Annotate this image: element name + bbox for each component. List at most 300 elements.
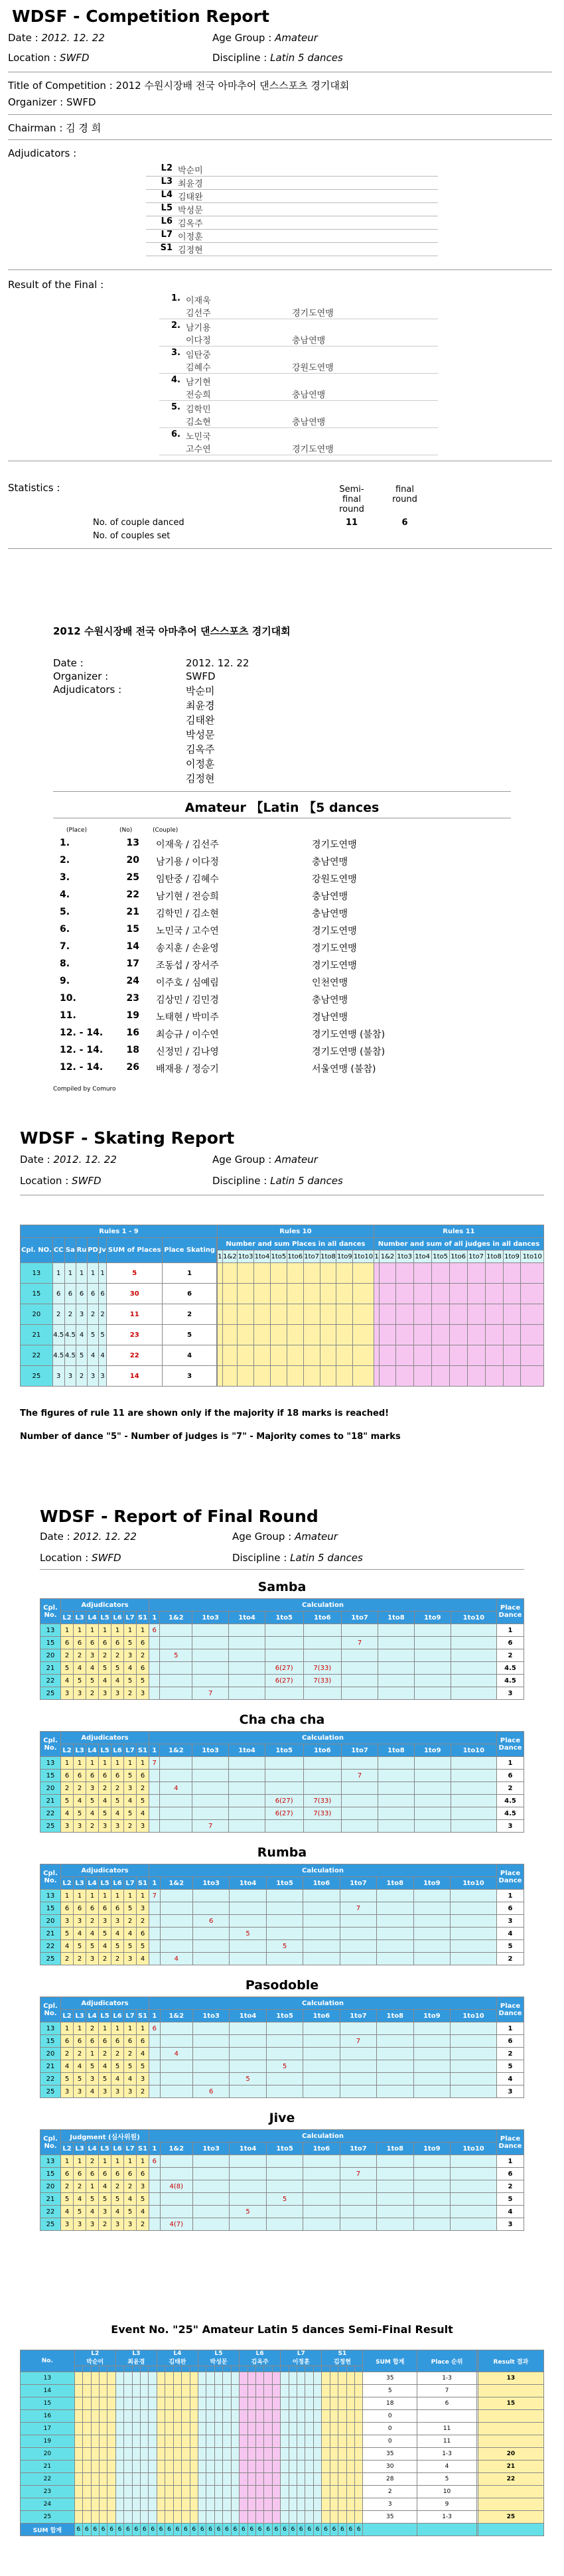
calc-cell xyxy=(378,1795,414,1807)
summary-row xyxy=(0,838,564,855)
adj-mark: 3 xyxy=(137,1687,149,1700)
summary-club: 강원도연맹 xyxy=(312,874,357,885)
adj-mark: 2 xyxy=(137,2085,149,2098)
dance-title: Jive xyxy=(269,2111,295,2125)
mark-cell xyxy=(338,2423,346,2435)
adj-code-header: S1 xyxy=(137,2143,149,2155)
dance-title: Pasodoble xyxy=(245,1978,319,1993)
mark-cell xyxy=(99,2435,107,2448)
judge-header xyxy=(322,2350,363,2366)
judge-code: L5 xyxy=(214,2350,223,2357)
mark-cell xyxy=(99,2385,107,2397)
mark-cell xyxy=(231,2473,239,2486)
adj-code-header: L4 xyxy=(86,1877,99,1890)
calc-cell xyxy=(149,1770,160,1782)
sum-cell: 6 xyxy=(124,2524,132,2536)
calc-cell xyxy=(413,2218,450,2231)
cpl-no: 21 xyxy=(40,1662,61,1675)
competition-title-field xyxy=(8,78,349,92)
rule10-cell xyxy=(222,1325,238,1345)
rule10-cell xyxy=(270,1325,287,1345)
semi-no: 15 xyxy=(21,2397,75,2410)
summary-place: 3. xyxy=(60,872,70,883)
skating-report xyxy=(0,1122,564,1467)
mark-cell xyxy=(338,2498,346,2511)
rule11-cell xyxy=(395,1325,413,1345)
calc-cell xyxy=(451,1662,496,1675)
calc-cell xyxy=(413,1890,450,1902)
calc-cell xyxy=(303,2155,340,2168)
organizer-label: Organizer : xyxy=(8,96,64,108)
calc-cell xyxy=(230,2193,266,2206)
sum-places: 11 xyxy=(107,1304,163,1325)
summary-couple: 김상민 / 김민경 xyxy=(156,995,219,1006)
mark-cell xyxy=(330,2511,338,2524)
summary-adjudicator-name: 김옥주 xyxy=(186,743,215,755)
calc-cell: 5 xyxy=(266,2060,303,2073)
semi-row xyxy=(21,2423,544,2435)
mark-cell xyxy=(157,2410,165,2423)
mark-cell xyxy=(240,2397,247,2410)
mark-cell xyxy=(330,2473,338,2486)
cpl-no: 20 xyxy=(21,1304,53,1325)
mark-cell xyxy=(355,2461,363,2473)
calc-cell xyxy=(160,2193,192,2206)
calc-cell xyxy=(192,1890,229,1902)
calc-cell xyxy=(451,1649,496,1662)
rule10-cell xyxy=(303,1366,320,1387)
calc-col-header: 1to9 xyxy=(413,2143,450,2155)
cpl-no: 20 xyxy=(40,1915,61,1928)
mark-cell xyxy=(149,2372,157,2385)
calc-cell xyxy=(192,1807,229,1820)
summary-row xyxy=(0,1045,564,1062)
calc-cell xyxy=(192,2168,229,2180)
cpl-header: Cpl. No. xyxy=(40,1864,61,1890)
calc-cell xyxy=(377,1902,413,1915)
mark-cell xyxy=(91,2372,99,2385)
sum-tail xyxy=(417,2524,477,2536)
calc-header: Calculation xyxy=(149,1997,497,2010)
mark-cell xyxy=(322,2461,330,2473)
mark-cell xyxy=(305,2372,313,2385)
semi-no: 16 xyxy=(21,2410,75,2423)
cpl-no: 13 xyxy=(40,2022,61,2035)
cpl-header: Cpl. No. xyxy=(40,1599,61,1624)
mark-cell xyxy=(231,2486,239,2498)
rule10-cell xyxy=(270,1345,287,1366)
adj-mark: 1 xyxy=(137,1624,149,1637)
sum-cell: 6 xyxy=(107,2524,115,2536)
calc-cell xyxy=(229,1649,265,1662)
result-place: 5. xyxy=(171,402,180,412)
calc-cell xyxy=(340,1940,376,1953)
adj-mark: 5 xyxy=(124,1902,137,1915)
stats-head-final: final round xyxy=(392,485,417,504)
calc-cell xyxy=(230,2168,266,2180)
calc-cell xyxy=(413,2048,450,2060)
semi-place: 1-3 xyxy=(417,2372,477,2385)
sum-cell: 6 xyxy=(240,2524,247,2536)
dance-table xyxy=(40,2129,524,2231)
summary-no: 23 xyxy=(126,993,139,1004)
rule10-cell xyxy=(336,1304,353,1325)
summary-place: 9. xyxy=(60,976,70,986)
result-man: 김학민 xyxy=(186,405,211,415)
divider xyxy=(53,791,511,792)
mark-cell xyxy=(99,2473,107,2486)
calc-cell xyxy=(265,1782,303,1795)
calc-cell xyxy=(414,1807,451,1820)
mark-cell xyxy=(223,2385,231,2397)
adj-mark: 5 xyxy=(124,1940,137,1953)
adj-mark: 4 xyxy=(61,1675,74,1687)
calc-cell xyxy=(377,1953,413,1965)
final-result-row xyxy=(159,401,438,428)
dance-place: 2 xyxy=(52,1304,64,1325)
mark-cell xyxy=(182,2397,190,2410)
fr-date-value: 2012. 12. 22 xyxy=(73,1531,137,1543)
calc-cell xyxy=(413,2060,450,2073)
calc-cell xyxy=(451,1807,496,1820)
mark-cell xyxy=(214,2486,222,2498)
calc-cell xyxy=(450,2180,496,2193)
mark-cell xyxy=(255,2511,263,2524)
mark-cell xyxy=(115,2486,123,2498)
summary-place: 6. xyxy=(60,924,70,935)
mark-cell xyxy=(132,2372,140,2385)
rule11-cell xyxy=(413,1284,431,1304)
adj-mark: 4 xyxy=(99,1940,111,1953)
semi-sum: 0 xyxy=(363,2410,417,2423)
adj-mark: 4 xyxy=(61,2206,74,2218)
calc-cell xyxy=(265,1687,303,1700)
mark-cell xyxy=(107,2435,115,2448)
result-man: 남기용 xyxy=(186,323,211,333)
dance-row xyxy=(40,2218,524,2231)
mark-cell xyxy=(74,2397,82,2410)
calc-col-header: 1to8 xyxy=(377,1877,413,1890)
mark-cell xyxy=(255,2410,263,2423)
calc-cell xyxy=(266,1953,303,1965)
judge-name: 김태완 xyxy=(169,2359,186,2366)
semi-place: 5 xyxy=(417,2473,477,2486)
adj-mark: 1 xyxy=(61,1624,74,1637)
calc-cell xyxy=(265,1770,303,1782)
adjudicator-row xyxy=(146,243,438,256)
dance-place: 4.5 xyxy=(52,1325,64,1345)
adj-mark: 3 xyxy=(61,1915,74,1928)
calc-cell xyxy=(149,2193,161,2206)
calc-col-header: 1&2 xyxy=(160,1877,192,1890)
dance-subcol xyxy=(281,2366,289,2372)
adj-mark: 4 xyxy=(124,2073,137,2085)
calc-cell xyxy=(377,2180,413,2193)
cpl-no: 25 xyxy=(21,1366,53,1387)
adjudicator-code: L7 xyxy=(161,230,173,240)
mark-cell xyxy=(91,2473,99,2486)
cpl-no: 22 xyxy=(40,2073,61,2085)
rule10-cell xyxy=(287,1366,303,1387)
adj-mark: 6 xyxy=(124,2168,137,2180)
calc-cell xyxy=(451,1782,496,1795)
dance-row xyxy=(40,1807,524,1820)
mark-cell xyxy=(240,2498,247,2511)
adjudicator-row xyxy=(146,216,438,230)
mark-cell xyxy=(338,2372,346,2385)
judge-header xyxy=(74,2350,115,2366)
dance-place: 2 xyxy=(64,1304,76,1325)
rule11-cell xyxy=(380,1325,395,1345)
sum-cell: 6 xyxy=(99,2524,107,2536)
divider xyxy=(8,269,552,270)
place-dance: 1 xyxy=(497,2022,524,2035)
calc-cell xyxy=(378,1637,414,1649)
cpl-no: 22 xyxy=(40,1807,61,1820)
calc-cell xyxy=(160,1902,192,1915)
sum-tail xyxy=(363,2524,417,2536)
mark-cell xyxy=(182,2410,190,2423)
discipline-value: Latin 5 dances xyxy=(270,52,343,64)
dance-place: 5 xyxy=(87,1325,98,1345)
calc-cell xyxy=(414,1662,451,1675)
calc-cell xyxy=(160,1662,192,1675)
adj-mark: 6 xyxy=(137,1637,149,1649)
mark-cell xyxy=(99,2410,107,2423)
adj-code-header: L3 xyxy=(74,1612,86,1624)
mark-cell xyxy=(289,2473,297,2486)
dance-place: 4 xyxy=(76,1325,88,1345)
rule11-cell xyxy=(503,1345,521,1366)
dance-row xyxy=(40,2085,524,2098)
mark-cell xyxy=(83,2498,91,2511)
rule11-cell xyxy=(485,1304,503,1325)
calc-cell xyxy=(265,1624,303,1637)
calc-cell xyxy=(377,2155,413,2168)
mark-cell xyxy=(346,2397,354,2410)
mark-cell xyxy=(141,2448,149,2461)
mark-cell xyxy=(83,2372,91,2385)
dance-row xyxy=(40,2060,524,2073)
adj-mark: 1 xyxy=(74,1757,86,1770)
sum-cell: 6 xyxy=(255,2524,263,2536)
rule11-cell xyxy=(431,1263,449,1284)
adj-mark: 3 xyxy=(74,1915,86,1928)
mark-cell xyxy=(338,2397,346,2410)
date-field xyxy=(8,32,105,44)
location-field xyxy=(8,52,90,64)
calc-cell xyxy=(160,2060,192,2073)
adj-mark: 2 xyxy=(137,2218,149,2231)
rule10-cell xyxy=(222,1345,238,1366)
calc-cell xyxy=(414,1820,451,1833)
adj-mark: 6 xyxy=(86,1637,99,1649)
dance-header-row xyxy=(40,2010,524,2022)
calc-cell xyxy=(378,1820,414,1833)
calc-cell xyxy=(266,2035,303,2048)
mark-cell xyxy=(132,2511,140,2524)
adj-mark: 4 xyxy=(74,1662,86,1675)
calc-cell xyxy=(303,2218,340,2231)
rule10-cell xyxy=(336,1345,353,1366)
adj-mark: 2 xyxy=(86,1820,99,1833)
adj-mark: 2 xyxy=(111,2180,124,2193)
mark-cell xyxy=(198,2423,206,2435)
semi-title: Event No. "25" Amateur Latin 5 dances Semi-Final Result xyxy=(111,2323,453,2336)
adj-mark: 6 xyxy=(99,2168,111,2180)
semi-no: 19 xyxy=(21,2435,75,2448)
divider xyxy=(8,139,552,140)
mark-cell xyxy=(83,2461,91,2473)
calc-cell: 7(33) xyxy=(303,1807,342,1820)
rule10-cell xyxy=(254,1345,271,1366)
summary-couple: 남기현 / 전승희 xyxy=(156,891,219,902)
calc-col-header: 1 xyxy=(149,1612,160,1624)
rule11-cell xyxy=(521,1263,544,1284)
calc-cell xyxy=(229,1624,265,1637)
skating-note-2: Number of dance "5" - Number of judges is "7" - Majority comes to "18" marks xyxy=(20,1432,401,1442)
adj-mark: 4 xyxy=(99,2060,111,2073)
sum-cell: 6 xyxy=(305,2524,313,2536)
semi-row xyxy=(21,2435,544,2448)
rule10-cell xyxy=(222,1263,238,1284)
mark-cell xyxy=(289,2486,297,2498)
mark-cell xyxy=(322,2423,330,2435)
calc-cell xyxy=(266,1890,303,1902)
rule10-cell xyxy=(254,1284,271,1304)
calc-cell: 7(33) xyxy=(303,1662,342,1675)
adjudicator-row xyxy=(146,177,438,190)
calc-cell xyxy=(303,1757,342,1770)
adj-mark: 3 xyxy=(61,1820,74,1833)
semi-place: 10 xyxy=(417,2486,477,2498)
adj-code-header: L4 xyxy=(86,1612,99,1624)
calc-col-header: 1to5 xyxy=(266,2010,303,2022)
mark-cell xyxy=(297,2498,305,2511)
place-header: Place Dance xyxy=(497,1599,524,1624)
adj-code-header: L5 xyxy=(99,1744,111,1757)
mark-cell xyxy=(338,2410,346,2423)
calc-cell xyxy=(192,2073,229,2085)
dance-title: Samba xyxy=(257,1580,307,1594)
adj-mark: 3 xyxy=(99,1687,111,1700)
rule10-cell xyxy=(270,1263,287,1284)
mark-cell xyxy=(264,2410,272,2423)
mark-cell xyxy=(99,2511,107,2524)
adjudicator-list xyxy=(146,163,438,256)
mark-cell xyxy=(338,2461,346,2473)
semi-row xyxy=(21,2461,544,2473)
mark-cell xyxy=(338,2511,346,2524)
mark-cell xyxy=(355,2498,363,2511)
semi-place: 6 xyxy=(417,2397,477,2410)
calc-col-header: 1&2 xyxy=(160,2143,192,2155)
mark-cell xyxy=(214,2385,222,2397)
adj-mark: 1 xyxy=(124,1624,137,1637)
divider xyxy=(8,548,552,549)
adj-code-header: L2 xyxy=(61,1612,74,1624)
dance-row xyxy=(40,2022,524,2035)
calc-cell xyxy=(451,1687,496,1700)
calc-cell: 7 xyxy=(149,1890,161,1902)
cpl-no: 25 xyxy=(40,1687,61,1700)
adj-mark: 5 xyxy=(137,2060,149,2073)
mark-cell xyxy=(107,2397,115,2410)
summary-place: 12. - 14. xyxy=(60,1045,104,1055)
rule10-cell xyxy=(336,1263,353,1284)
calc-cell xyxy=(303,1940,340,1953)
calc-cell xyxy=(413,1940,450,1953)
calc-cell xyxy=(192,1662,229,1675)
calc-col-header: 1 xyxy=(149,2143,161,2155)
mark-cell xyxy=(305,2473,313,2486)
mark-cell xyxy=(99,2486,107,2498)
mark-cell xyxy=(247,2372,255,2385)
result-place: 1. xyxy=(171,293,180,303)
mark-cell xyxy=(74,2486,82,2498)
adj-mark: 5 xyxy=(124,1675,137,1687)
chairman-field xyxy=(8,121,101,135)
adj-mark: 5 xyxy=(74,1675,86,1687)
mark-cell xyxy=(264,2423,272,2435)
rule10-cell xyxy=(320,1325,336,1345)
place-dance: 5 xyxy=(497,2193,524,2206)
dance-row xyxy=(40,1940,524,1953)
mark-cell xyxy=(198,2372,206,2385)
cpl-header: Cpl. NO. xyxy=(21,1238,53,1263)
mark-cell xyxy=(198,2473,206,2486)
sk-loc-value: SWFD xyxy=(72,1175,102,1187)
mark-cell xyxy=(313,2473,321,2486)
calc-cell xyxy=(149,1820,160,1833)
mark-cell xyxy=(255,2498,263,2511)
adj-mark: 5 xyxy=(74,1807,86,1820)
calc-cell xyxy=(160,2168,192,2180)
rule11-cell xyxy=(467,1284,485,1304)
adj-mark: 1 xyxy=(74,1890,86,1902)
rule11-cell xyxy=(521,1325,544,1345)
place-dance: 4 xyxy=(497,2206,524,2218)
mark-cell xyxy=(91,2385,99,2397)
summary-row xyxy=(0,872,564,889)
summary-couple: 이주호 / 심예림 xyxy=(156,978,219,988)
dance-place: 5 xyxy=(99,1325,107,1345)
calc-cell xyxy=(149,2218,161,2231)
cpl-no: 22 xyxy=(40,1675,61,1687)
calc-cell: 6 xyxy=(149,2022,161,2035)
calc-cell xyxy=(450,2168,496,2180)
mark-cell xyxy=(115,2435,123,2448)
calc-col-header: 1 xyxy=(149,2010,161,2022)
rules-11-header: Rules 11 xyxy=(374,1225,543,1238)
mark-cell xyxy=(338,2486,346,2498)
calc-cell xyxy=(266,2073,303,2085)
adj-mark: 4 xyxy=(111,1807,124,1820)
summary-no: 19 xyxy=(126,1010,139,1021)
dance-subcol xyxy=(322,2366,330,2372)
rule-col-header: 1to3 xyxy=(238,1250,254,1263)
rule-col-header: 1to9 xyxy=(503,1250,521,1263)
mark-cell xyxy=(223,2397,231,2410)
dance-place: 1 xyxy=(52,1263,64,1284)
calc-cell: 5 xyxy=(230,2206,266,2218)
calc-cell xyxy=(378,1649,414,1662)
place-skating: 3 xyxy=(163,1366,216,1387)
rule10-cell xyxy=(353,1304,374,1325)
adj-mark: 6 xyxy=(86,2035,99,2048)
calc-cell xyxy=(414,1795,451,1807)
mark-cell xyxy=(190,2448,198,2461)
